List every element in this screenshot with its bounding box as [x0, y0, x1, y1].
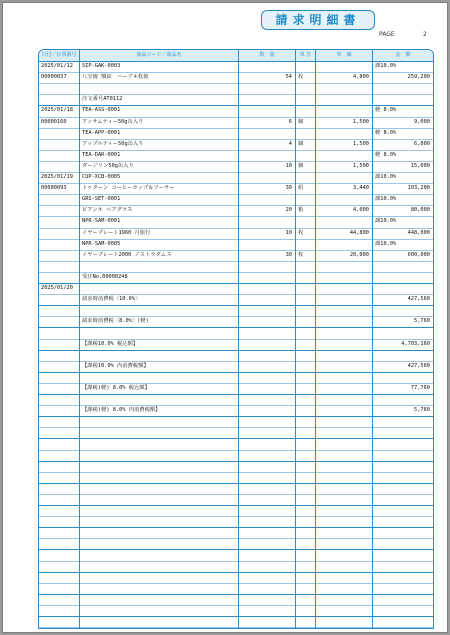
row-divider — [39, 605, 433, 606]
row-divider — [39, 538, 433, 539]
page-number: 2 — [423, 31, 427, 38]
cell-price: 20,000 — [349, 251, 369, 258]
cell-qty: 10 — [285, 229, 292, 236]
cell-date: 2025/01/19 — [41, 174, 73, 180]
cell-unit: 組 — [298, 185, 304, 192]
cell-amount: 77,760 — [410, 384, 430, 391]
cell-amount: 80,000 — [410, 207, 430, 214]
row-divider — [39, 549, 433, 550]
cell-item: イヤープレート2000 ノストラダムス — [82, 251, 172, 258]
cell-amount: 448,000 — [407, 229, 430, 236]
cell-qty: 54 — [285, 74, 292, 81]
cell-item: 【課税(軽) 8.0% 税込額】 — [82, 384, 150, 391]
cell-item: 請求時消費税〈10.0%〉 — [82, 296, 141, 303]
row-divider — [39, 438, 433, 439]
row-divider — [39, 394, 433, 395]
cell-tax: 課10.0% — [375, 174, 397, 180]
row-divider — [39, 583, 433, 584]
cell-qty: 10 — [285, 162, 292, 169]
row-divider — [39, 572, 433, 573]
cell-item: 注文番号AT0112 — [82, 96, 123, 103]
cell-unit: 枚 — [298, 74, 304, 81]
cell-qty: 6 — [288, 118, 292, 125]
row-divider — [39, 461, 433, 462]
cell-date: 00000160 — [41, 118, 67, 125]
invoice-detail-table — [38, 49, 434, 629]
cell-unit: 枚 — [298, 251, 304, 258]
header-qty: 数 量 — [259, 52, 275, 58]
cell-item: 【課税10.0% 税込額】 — [82, 340, 139, 347]
cell-unit: 個 — [298, 118, 304, 125]
cell-tax: 課10.0% — [375, 196, 397, 203]
column-divider — [295, 50, 296, 628]
row-divider — [39, 261, 433, 262]
row-divider — [39, 372, 433, 373]
header-price: 単 価 — [336, 52, 352, 58]
column-divider — [79, 50, 80, 628]
header-amount: 金 額 — [395, 52, 411, 58]
row-divider — [39, 505, 433, 506]
column-divider — [315, 50, 316, 628]
cell-item: ダージリン50g缶入り — [82, 162, 134, 169]
row-divider — [39, 516, 433, 517]
cell-amount: 5,760 — [414, 318, 430, 325]
cell-amount: 5,760 — [414, 407, 430, 414]
cell-item: NPR-SAM-0001 — [82, 218, 121, 225]
cell-item: アップルティー50g缶入り — [82, 140, 144, 147]
cell-item: トゥターン コーヒーカップ＆ソーサー — [82, 185, 175, 192]
row-divider — [39, 594, 433, 595]
row-divider — [39, 483, 433, 484]
cell-tax: 課10.0% — [375, 218, 397, 225]
row-divider — [39, 283, 433, 284]
cell-qty: 20 — [285, 207, 292, 214]
cell-date: 2025/01/12 — [41, 63, 73, 69]
cell-amount: 4,703,160 — [401, 340, 430, 347]
document-page — [2, 2, 448, 633]
cell-item: CUP-XCB-0005 — [82, 174, 121, 180]
cell-price: 1,500 — [353, 162, 369, 169]
row-divider — [39, 327, 433, 328]
cell-amount: 103,200 — [407, 185, 430, 192]
cell-item: 八宝焼 額絵 ハーブ４枚焼 — [82, 74, 149, 81]
cell-date: 2025/01/18 — [41, 107, 73, 114]
cell-item: アッサムティー50g缶入り — [82, 118, 144, 125]
cell-date: 00000093 — [41, 185, 67, 192]
cell-price: 4,800 — [353, 74, 369, 81]
header-item: 商品コード／商品名 — [136, 52, 182, 58]
row-divider — [39, 83, 433, 84]
cell-amount: 15,000 — [410, 162, 430, 169]
cell-qty: 30 — [285, 185, 292, 192]
cell-price: 4,000 — [353, 207, 369, 214]
cell-item: 【課税10.0% 内消費税額】 — [82, 362, 149, 369]
cell-tax: 課10.0% — [375, 63, 397, 69]
cell-qty: 30 — [285, 251, 292, 258]
header-date: 日付／伝票番号 — [41, 52, 77, 58]
cell-unit: 個 — [298, 140, 304, 147]
cell-unit: 個 — [298, 162, 304, 169]
cell-qty: 4 — [288, 140, 292, 147]
row-divider — [39, 305, 433, 306]
cell-item: 請求時消費税〈8.0%〉(軽) — [82, 318, 149, 325]
row-divider — [39, 350, 433, 351]
header-unit: 単 位 — [299, 52, 312, 58]
cell-amount: 6,000 — [414, 140, 430, 147]
cell-date: 00000037 — [41, 74, 67, 81]
cell-date: 2025/01/20 — [41, 285, 73, 291]
row-divider — [39, 416, 433, 417]
cell-item: 【課税(軽) 8.0% 内消費税額】 — [82, 407, 161, 414]
cell-amount: 600,000 — [407, 251, 430, 258]
document-title: 請求明細書 — [261, 10, 375, 30]
cell-price: 1,500 — [353, 118, 369, 125]
cell-tax: 軽 8.0% — [375, 129, 397, 136]
cell-price: 44,800 — [349, 229, 369, 236]
cell-amount: 427,560 — [407, 296, 430, 303]
cell-amount: 9,000 — [414, 118, 430, 125]
cell-unit: 箱 — [298, 207, 304, 214]
cell-price: 3,440 — [353, 185, 369, 192]
row-divider — [39, 494, 433, 495]
cell-item: ピアンキ ペアグラス — [82, 207, 133, 214]
row-divider — [39, 472, 433, 473]
cell-item: イヤープレート1960 月旅行 — [82, 229, 151, 236]
row-divider — [39, 450, 433, 451]
row-divider — [39, 527, 433, 528]
cell-item: SIP-GAK-0003 — [82, 63, 121, 69]
row-divider — [39, 616, 433, 617]
cell-amount: 259,200 — [407, 74, 430, 81]
row-divider — [39, 627, 433, 628]
cell-item: NPR-SAM-0005 — [82, 240, 121, 247]
cell-unit: 枚 — [298, 229, 304, 236]
cell-tax: 課10.0% — [375, 240, 397, 247]
cell-price: 1,500 — [353, 140, 369, 147]
cell-item: GRS-SET-0001 — [82, 196, 121, 203]
cell-item: TEA-ASS-0001 — [82, 107, 121, 114]
cell-item: TEA-APP-0001 — [82, 129, 121, 136]
cell-amount: 427,560 — [407, 362, 430, 369]
row-divider — [39, 561, 433, 562]
cell-tax: 軽 8.0% — [375, 151, 397, 158]
column-divider — [238, 50, 239, 628]
page-label: PAGE — [379, 31, 395, 38]
cell-item: TEA-DAR-0001 — [82, 151, 121, 158]
row-divider — [39, 427, 433, 428]
cell-tax: 軽 8.0% — [375, 107, 397, 114]
cell-item: 受注No.00000248 — [82, 273, 128, 280]
